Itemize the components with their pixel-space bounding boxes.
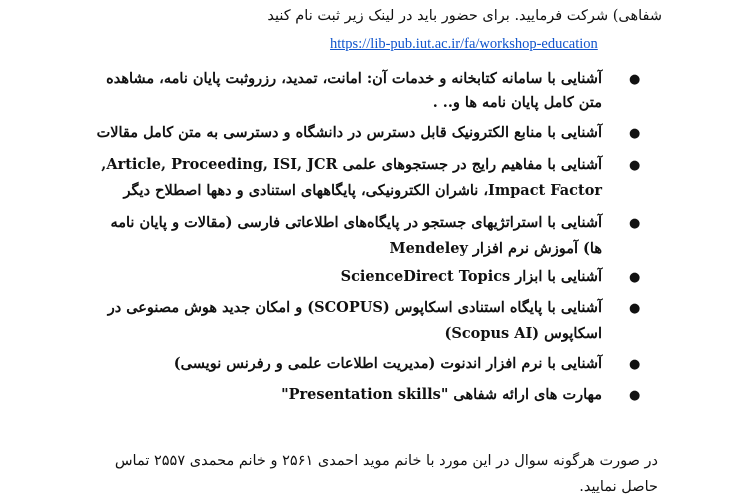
topic-6-line-2: اسکاپوس (Scopus AI) [444, 325, 602, 342]
topic-3-line-1: آشنایی با مفاهیم رایج در جستجوهای علمی Article, Proceeding, ISI, JCR, [101, 156, 602, 173]
topic-2-line-1: آشنایی با منابع الکترونیک قابل دسترس در دانشگاه و دسترسی به متن کامل مقالات [96, 124, 602, 141]
bullet-icon: ● [629, 301, 641, 316]
bullet-icon: ● [629, 126, 641, 141]
topic-6-line-1: آشنایی با پایگاه استنادی اسکاپوس (SCOPUS) و امکان جدید هوش مصنوعی در [107, 299, 602, 316]
bullet-icon: ● [629, 216, 641, 231]
topic-3-line-2: Impact Factor، ناشران الکترونیکی، پایگاههای استنادی و دهها اصطلاح دیگر [123, 182, 602, 199]
contact-text-line-1: در صورت هرگونه سوال در این مورد با خانم موید احمدی ۲۵۶۱ و خانم محمدی ۲۵۵۷ تماس [114, 453, 658, 469]
bullet-icon: ● [629, 270, 641, 285]
bullet-icon: ● [629, 158, 641, 173]
bullet-icon: ● [629, 357, 641, 372]
registration-link[interactable]: https://lib-pub.iut.ac.ir/fa/workshop-education [330, 36, 598, 52]
topic-1-line-1: آشنایی با سامانه کتابخانه و خدمات آن: امانت، تمدید، رزروثبت پایان نامه، مشاهده [106, 70, 602, 87]
contact-text-line-2: حاصل نمایید. [579, 479, 658, 495]
topic-7-line-1: آشنایی با نرم افزار اندنوت (مدیریت اطلاعات علمی و رفرنس نویسی) [173, 355, 602, 372]
bullet-icon: ● [629, 388, 641, 403]
topic-4-line-2: ها) آموزش نرم افزار Mendeley [389, 240, 602, 257]
topic-5-line-1: آشنایی با ابزار ScienceDirect Topics [340, 268, 602, 285]
topic-1-line-2: متن کامل پایان نامه ها و.. . [432, 94, 602, 111]
topic-4-line-1: آشنایی با استراتژیهای جستجو در پایگاه‌های اطلاعاتی فارسی (مقالات و پایان نامه [110, 214, 602, 231]
bullet-icon: ● [629, 72, 641, 87]
topic-8-line-1: مهارت های ارائه شفاهی "Presentation skills" [281, 386, 602, 403]
intro-text: شفاهی) شرکت فرمایید. برای حضور باید در لینک زیر ثبت نام کنید [267, 8, 662, 24]
